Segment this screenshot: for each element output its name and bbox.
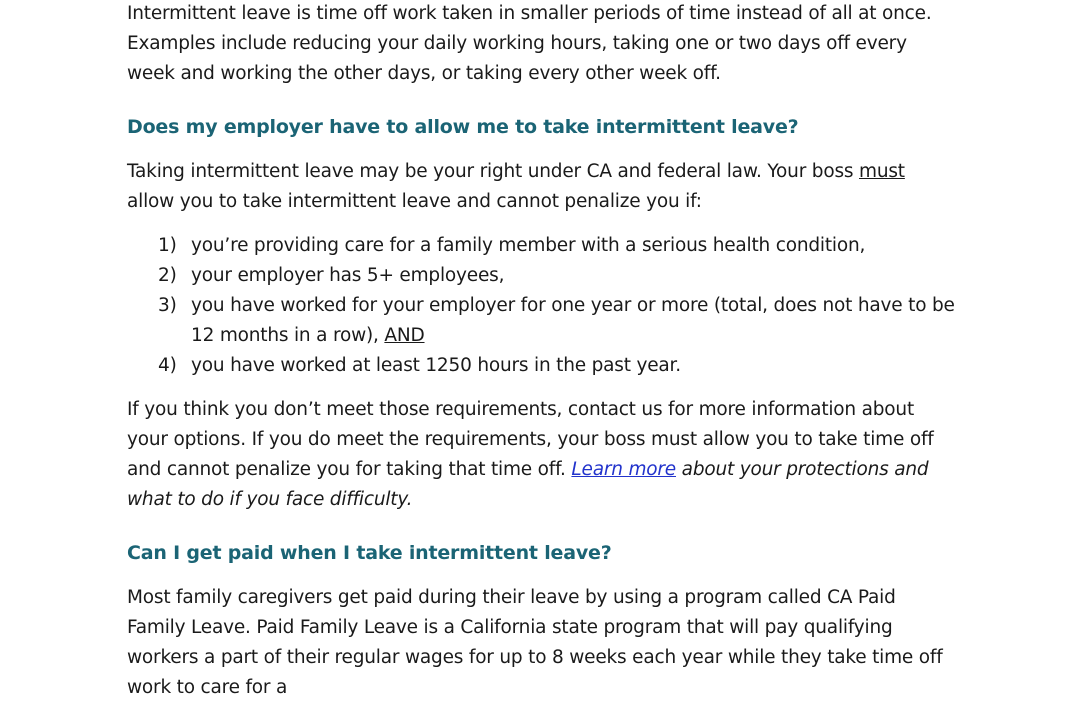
list-item-text: you have worked for your employer for one year or more (total, does not have to be 12 months in a row), <box>191 295 955 346</box>
followup-italic-text: about your protections and what to do if you face difficulty. <box>127 459 929 510</box>
rights-text-after: allow you to take intermittent leave and cannot penalize you if: <box>127 191 702 212</box>
rights-text-before: Taking intermittent leave may be your right under CA and federal law. Your boss <box>127 161 860 182</box>
document-page <box>127 0 957 703</box>
must-emphasis: must <box>859 161 905 182</box>
intro-paragraph: Intermittent leave is time off work taken in smaller periods of time instead of all at once. Examples include reducing your daily working hours, taking one or two days off every week and working the other days, or taking every other week off. <box>127 3 932 84</box>
followup-text: If you think you don’t meet those requirements, contact us for more information about your options. If you do meet the requirements, your boss must allow you to take time off and cannot penalize you for taking that time off. <box>127 399 934 480</box>
list-item <box>127 351 957 381</box>
list-item-text: your employer has 5+ employees, <box>191 265 505 286</box>
and-emphasis: AND <box>384 325 425 346</box>
section-heading-employer-allow: Does my employer have to allow me to take intermittent leave? <box>127 116 799 138</box>
rights-paragraph <box>127 157 957 217</box>
section-heading-get-paid: Can I get paid when I take intermittent leave? <box>127 542 612 564</box>
followup-paragraph <box>127 395 957 515</box>
list-number: 2) <box>158 265 177 286</box>
list-item <box>127 231 957 261</box>
list-item-text: you have worked at least 1250 hours in the past year. <box>191 355 681 376</box>
list-number: 3) <box>158 295 177 316</box>
requirements-list <box>127 231 957 381</box>
list-item-text: you’re providing care for a family member with a serious health condition, <box>191 235 866 256</box>
list-number: 4) <box>158 355 177 376</box>
list-item <box>127 291 957 351</box>
learn-more-link[interactable]: Learn more <box>571 459 676 480</box>
paid-leave-paragraph: Most family caregivers get paid during their leave by using a program called CA Paid Family Leave. Paid Family Leave is a California state program that will pay qualifying workers a part of their regular wages for up to 8 weeks each year while they take time off work to care for a <box>127 587 943 698</box>
list-item <box>127 261 957 291</box>
list-number: 1) <box>158 235 177 256</box>
